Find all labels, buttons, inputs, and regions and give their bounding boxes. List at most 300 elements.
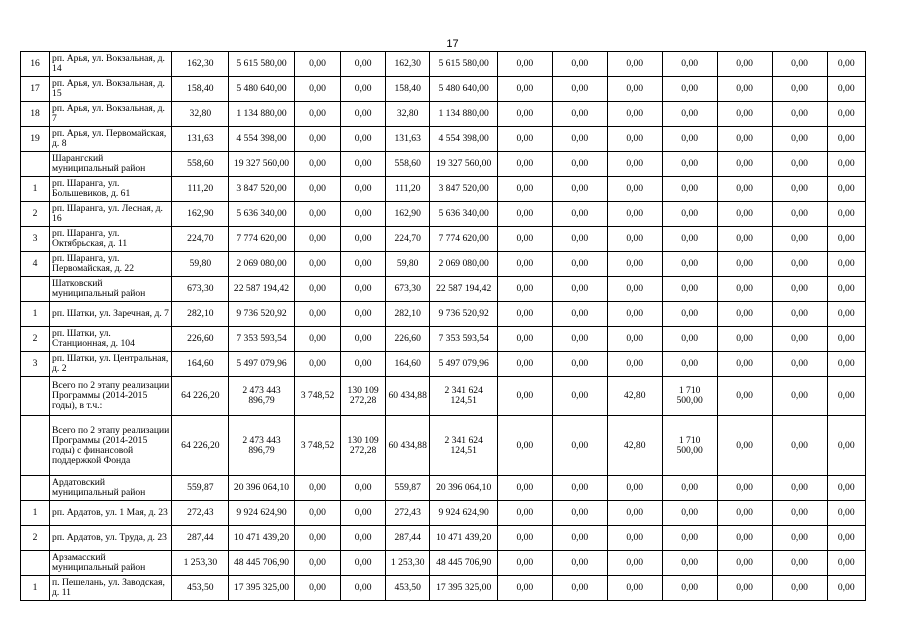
value-cell: 0,00 — [552, 576, 607, 601]
page-number: 17 — [446, 38, 459, 50]
value-cell: 0,00 — [497, 127, 552, 152]
value-cell: 3 748,52 — [294, 377, 341, 416]
row-name: рп. Арья, ул. Вокзальная, д. 14 — [50, 52, 172, 77]
value-cell: 0,00 — [827, 551, 866, 576]
value-cell: 0,00 — [552, 352, 607, 377]
value-cell: 0,00 — [772, 152, 827, 177]
value-cell: 0,00 — [552, 252, 607, 277]
value-cell: 0,00 — [497, 327, 552, 352]
value-cell: 0,00 — [552, 202, 607, 227]
row-number: 2 — [21, 327, 50, 352]
value-cell: 0,00 — [772, 202, 827, 227]
table-row — [21, 127, 866, 152]
value-cell: 0,00 — [341, 252, 386, 277]
value-cell: 0,00 — [497, 77, 552, 102]
value-cell: 158,40 — [172, 77, 229, 102]
value-cell: 272,43 — [385, 501, 430, 526]
value-cell: 59,80 — [385, 252, 430, 277]
value-cell: 59,80 — [172, 252, 229, 277]
row-number — [21, 277, 50, 302]
value-cell: 0,00 — [827, 501, 866, 526]
value-cell: 0,00 — [717, 77, 772, 102]
value-cell: 0,00 — [607, 102, 662, 127]
value-cell: 0,00 — [294, 526, 341, 551]
value-cell: 5 615 580,00 — [430, 52, 497, 77]
value-cell: 158,40 — [385, 77, 430, 102]
value-cell: 0,00 — [294, 77, 341, 102]
value-cell: 0,00 — [662, 551, 717, 576]
value-cell: 20 396 064,10 — [229, 476, 294, 501]
value-cell: 130 109 272,28 — [341, 377, 386, 416]
value-cell: 0,00 — [294, 177, 341, 202]
value-cell: 0,00 — [717, 377, 772, 416]
value-cell: 22 587 194,42 — [430, 277, 497, 302]
value-cell: 0,00 — [607, 202, 662, 227]
value-cell: 0,00 — [552, 102, 607, 127]
value-cell: 0,00 — [662, 102, 717, 127]
value-cell: 1 134 880,00 — [430, 102, 497, 127]
value-cell: 0,00 — [552, 501, 607, 526]
value-cell: 0,00 — [827, 127, 866, 152]
value-cell: 5 480 640,00 — [229, 77, 294, 102]
row-number: 17 — [21, 77, 50, 102]
row-number — [21, 551, 50, 576]
value-cell: 0,00 — [607, 127, 662, 152]
value-cell: 559,87 — [172, 476, 229, 501]
value-cell: 0,00 — [341, 77, 386, 102]
value-cell: 1 134 880,00 — [229, 102, 294, 127]
value-cell: 224,70 — [172, 227, 229, 252]
value-cell: 0,00 — [552, 327, 607, 352]
value-cell: 287,44 — [385, 526, 430, 551]
value-cell: 111,20 — [385, 177, 430, 202]
value-cell: 0,00 — [341, 501, 386, 526]
value-cell: 0,00 — [341, 526, 386, 551]
table-row — [21, 277, 866, 302]
value-cell: 0,00 — [717, 102, 772, 127]
table-row — [21, 551, 866, 576]
value-cell: 0,00 — [294, 227, 341, 252]
value-cell: 0,00 — [772, 277, 827, 302]
value-cell: 0,00 — [607, 501, 662, 526]
value-cell: 453,50 — [172, 576, 229, 601]
value-cell: 0,00 — [497, 501, 552, 526]
value-cell: 0,00 — [341, 352, 386, 377]
value-cell: 9 736 520,92 — [229, 302, 294, 327]
value-cell: 0,00 — [607, 277, 662, 302]
value-cell: 48 445 706,90 — [430, 551, 497, 576]
value-cell: 130 109 272,28 — [341, 416, 386, 476]
value-cell: 0,00 — [662, 127, 717, 152]
row-name: рп. Шатки, ул. Центральная, д. 2 — [50, 352, 172, 377]
value-cell: 0,00 — [662, 52, 717, 77]
value-cell: 0,00 — [341, 277, 386, 302]
row-number: 2 — [21, 526, 50, 551]
value-cell: 5 497 079,96 — [430, 352, 497, 377]
value-cell: 0,00 — [552, 227, 607, 252]
value-cell: 42,80 — [607, 416, 662, 476]
value-cell: 0,00 — [552, 177, 607, 202]
row-number: 1 — [21, 501, 50, 526]
table-row — [21, 416, 866, 476]
value-cell: 0,00 — [717, 152, 772, 177]
row-name: Всего по 2 этапу реализации Программы (2014-2015 годы) с финансовой поддержкой Фонда — [50, 416, 172, 476]
value-cell: 0,00 — [552, 416, 607, 476]
value-cell: 0,00 — [717, 227, 772, 252]
value-cell: 0,00 — [294, 551, 341, 576]
value-cell: 10 471 439,20 — [229, 526, 294, 551]
value-cell: 0,00 — [827, 77, 866, 102]
value-cell: 0,00 — [662, 227, 717, 252]
value-cell: 0,00 — [552, 127, 607, 152]
value-cell: 2 069 080,00 — [229, 252, 294, 277]
value-cell: 0,00 — [717, 52, 772, 77]
table-row — [21, 227, 866, 252]
value-cell: 60 434,88 — [385, 416, 430, 476]
value-cell: 19 327 560,00 — [229, 152, 294, 177]
value-cell: 0,00 — [717, 177, 772, 202]
value-cell: 0,00 — [552, 377, 607, 416]
value-cell: 0,00 — [772, 302, 827, 327]
value-cell: 0,00 — [662, 77, 717, 102]
value-cell: 0,00 — [607, 352, 662, 377]
value-cell: 0,00 — [662, 352, 717, 377]
value-cell: 0,00 — [607, 77, 662, 102]
value-cell: 0,00 — [772, 416, 827, 476]
value-cell: 0,00 — [294, 476, 341, 501]
value-cell: 4 554 398,00 — [430, 127, 497, 152]
value-cell: 0,00 — [607, 476, 662, 501]
value-cell: 0,00 — [497, 302, 552, 327]
value-cell: 224,70 — [385, 227, 430, 252]
row-number: 3 — [21, 227, 50, 252]
value-cell: 1 253,30 — [385, 551, 430, 576]
row-name: п. Пешелань, ул. Заводская, д. 11 — [50, 576, 172, 601]
value-cell: 0,00 — [294, 501, 341, 526]
row-name: рп. Шаранга, ул. Октябрьская, д. 11 — [50, 227, 172, 252]
value-cell: 1 253,30 — [172, 551, 229, 576]
value-cell: 287,44 — [172, 526, 229, 551]
value-cell: 64 226,20 — [172, 416, 229, 476]
value-cell: 0,00 — [294, 102, 341, 127]
value-cell: 0,00 — [772, 77, 827, 102]
value-cell: 5 615 580,00 — [229, 52, 294, 77]
value-cell: 162,90 — [172, 202, 229, 227]
value-cell: 0,00 — [717, 551, 772, 576]
value-cell: 0,00 — [497, 152, 552, 177]
value-cell: 64 226,20 — [172, 377, 229, 416]
value-cell: 0,00 — [552, 302, 607, 327]
value-cell: 0,00 — [341, 52, 386, 77]
value-cell: 0,00 — [497, 526, 552, 551]
value-cell: 0,00 — [294, 202, 341, 227]
row-name: Всего по 2 этапу реализации Программы (2014-2015 годы), в т.ч.: — [50, 377, 172, 416]
table-row — [21, 252, 866, 277]
value-cell: 0,00 — [552, 152, 607, 177]
value-cell: 0,00 — [827, 152, 866, 177]
table-row — [21, 102, 866, 127]
value-cell: 0,00 — [717, 476, 772, 501]
value-cell: 0,00 — [717, 526, 772, 551]
value-cell: 0,00 — [552, 277, 607, 302]
value-cell: 673,30 — [385, 277, 430, 302]
table-row — [21, 526, 866, 551]
row-name: рп. Шаранга, ул. Лесная, д. 16 — [50, 202, 172, 227]
value-cell: 5 480 640,00 — [430, 77, 497, 102]
value-cell: 0,00 — [772, 352, 827, 377]
value-cell: 0,00 — [552, 526, 607, 551]
row-number: 3 — [21, 352, 50, 377]
value-cell: 226,60 — [385, 327, 430, 352]
value-cell: 0,00 — [772, 327, 827, 352]
value-cell: 0,00 — [607, 551, 662, 576]
row-name: Шарангский муниципальный район — [50, 152, 172, 177]
row-number: 2 — [21, 202, 50, 227]
table-row — [21, 52, 866, 77]
value-cell: 0,00 — [662, 302, 717, 327]
value-cell: 0,00 — [607, 252, 662, 277]
row-name: рп. Арья, ул. Первомайская, д. 8 — [50, 127, 172, 152]
row-name: Ардатовский муниципальный район — [50, 476, 172, 501]
value-cell: 0,00 — [717, 202, 772, 227]
value-cell: 48 445 706,90 — [229, 551, 294, 576]
value-cell: 453,50 — [385, 576, 430, 601]
value-cell: 0,00 — [827, 352, 866, 377]
value-cell: 0,00 — [552, 476, 607, 501]
value-cell: 673,30 — [172, 277, 229, 302]
value-cell: 0,00 — [662, 476, 717, 501]
value-cell: 0,00 — [772, 476, 827, 501]
value-cell: 0,00 — [662, 177, 717, 202]
row-number: 1 — [21, 302, 50, 327]
value-cell: 0,00 — [717, 127, 772, 152]
value-cell: 1 710 500,00 — [662, 377, 717, 416]
value-cell: 5 497 079,96 — [229, 352, 294, 377]
value-cell: 0,00 — [717, 302, 772, 327]
row-number: 1 — [21, 177, 50, 202]
value-cell: 0,00 — [662, 277, 717, 302]
value-cell: 0,00 — [827, 302, 866, 327]
value-cell: 0,00 — [827, 377, 866, 416]
value-cell: 0,00 — [607, 177, 662, 202]
value-cell: 162,90 — [385, 202, 430, 227]
value-cell: 2 473 443 896,79 — [229, 416, 294, 476]
value-cell: 0,00 — [497, 102, 552, 127]
value-cell: 9 924 624,90 — [229, 501, 294, 526]
value-cell: 0,00 — [294, 302, 341, 327]
value-cell: 0,00 — [717, 501, 772, 526]
value-cell: 4 554 398,00 — [229, 127, 294, 152]
value-cell: 558,60 — [385, 152, 430, 177]
value-cell: 0,00 — [772, 102, 827, 127]
value-cell: 0,00 — [662, 501, 717, 526]
value-cell: 0,00 — [772, 377, 827, 416]
value-cell: 0,00 — [341, 302, 386, 327]
row-name: рп. Шаранга, ул. Первомайская, д. 22 — [50, 252, 172, 277]
value-cell: 0,00 — [341, 576, 386, 601]
value-cell: 162,30 — [172, 52, 229, 77]
value-cell: 0,00 — [497, 551, 552, 576]
value-cell: 0,00 — [552, 77, 607, 102]
table-row — [21, 152, 866, 177]
value-cell: 7 774 620,00 — [430, 227, 497, 252]
value-cell: 0,00 — [497, 252, 552, 277]
value-cell: 0,00 — [552, 551, 607, 576]
value-cell: 0,00 — [827, 327, 866, 352]
value-cell: 0,00 — [294, 277, 341, 302]
row-name: рп. Арья, ул. Вокзальная, д. 7 — [50, 102, 172, 127]
table-row — [21, 202, 866, 227]
value-cell: 0,00 — [717, 277, 772, 302]
value-cell: 282,10 — [172, 302, 229, 327]
value-cell: 1 710 500,00 — [662, 416, 717, 476]
value-cell: 164,60 — [172, 352, 229, 377]
value-cell: 22 587 194,42 — [229, 277, 294, 302]
value-cell: 0,00 — [341, 551, 386, 576]
value-cell: 0,00 — [341, 476, 386, 501]
table-row — [21, 327, 866, 352]
value-cell: 131,63 — [385, 127, 430, 152]
value-cell: 0,00 — [607, 227, 662, 252]
value-cell: 0,00 — [827, 52, 866, 77]
program-table — [20, 51, 866, 601]
value-cell: 10 471 439,20 — [430, 526, 497, 551]
value-cell: 0,00 — [827, 202, 866, 227]
table-row — [21, 377, 866, 416]
row-number — [21, 377, 50, 416]
value-cell: 111,20 — [172, 177, 229, 202]
table-row — [21, 576, 866, 601]
value-cell: 0,00 — [294, 352, 341, 377]
value-cell: 0,00 — [772, 252, 827, 277]
value-cell: 0,00 — [341, 102, 386, 127]
value-cell: 2 069 080,00 — [430, 252, 497, 277]
value-cell: 0,00 — [772, 501, 827, 526]
value-cell: 0,00 — [772, 127, 827, 152]
row-number — [21, 476, 50, 501]
value-cell: 0,00 — [607, 526, 662, 551]
value-cell: 17 395 325,00 — [229, 576, 294, 601]
value-cell: 226,60 — [172, 327, 229, 352]
value-cell: 5 636 340,00 — [229, 202, 294, 227]
value-cell: 0,00 — [497, 52, 552, 77]
row-name: Шатковский муниципальный район — [50, 277, 172, 302]
value-cell: 60 434,88 — [385, 377, 430, 416]
value-cell: 558,60 — [172, 152, 229, 177]
table-row — [21, 302, 866, 327]
value-cell: 282,10 — [385, 302, 430, 327]
value-cell: 0,00 — [717, 576, 772, 601]
value-cell: 0,00 — [497, 416, 552, 476]
value-cell: 0,00 — [607, 302, 662, 327]
value-cell: 0,00 — [662, 152, 717, 177]
value-cell: 5 636 340,00 — [430, 202, 497, 227]
value-cell: 0,00 — [827, 526, 866, 551]
value-cell: 0,00 — [827, 476, 866, 501]
value-cell: 0,00 — [294, 576, 341, 601]
value-cell: 0,00 — [607, 52, 662, 77]
value-cell: 0,00 — [827, 277, 866, 302]
value-cell: 131,63 — [172, 127, 229, 152]
value-cell: 0,00 — [341, 327, 386, 352]
row-name: Арзамасский муниципальный район — [50, 551, 172, 576]
value-cell: 3 847 520,00 — [430, 177, 497, 202]
value-cell: 0,00 — [827, 177, 866, 202]
value-cell: 0,00 — [662, 202, 717, 227]
value-cell: 0,00 — [662, 327, 717, 352]
value-cell: 0,00 — [827, 227, 866, 252]
value-cell: 32,80 — [172, 102, 229, 127]
table-row — [21, 476, 866, 501]
table-row — [21, 501, 866, 526]
value-cell: 0,00 — [662, 526, 717, 551]
value-cell: 19 327 560,00 — [430, 152, 497, 177]
value-cell: 3 748,52 — [294, 416, 341, 476]
value-cell: 7 774 620,00 — [229, 227, 294, 252]
value-cell: 164,60 — [385, 352, 430, 377]
value-cell: 162,30 — [385, 52, 430, 77]
value-cell: 0,00 — [341, 202, 386, 227]
value-cell: 0,00 — [607, 152, 662, 177]
value-cell: 0,00 — [662, 252, 717, 277]
value-cell: 3 847 520,00 — [229, 177, 294, 202]
value-cell: 2 341 624 124,51 — [430, 416, 497, 476]
row-number: 18 — [21, 102, 50, 127]
value-cell: 0,00 — [497, 177, 552, 202]
row-number: 1 — [21, 576, 50, 601]
value-cell: 0,00 — [772, 52, 827, 77]
value-cell: 0,00 — [341, 177, 386, 202]
value-cell: 0,00 — [772, 551, 827, 576]
table-row — [21, 352, 866, 377]
value-cell: 0,00 — [827, 252, 866, 277]
value-cell: 0,00 — [497, 227, 552, 252]
value-cell: 2 341 624 124,51 — [430, 377, 497, 416]
value-cell: 0,00 — [497, 202, 552, 227]
value-cell: 0,00 — [341, 227, 386, 252]
value-cell: 0,00 — [552, 52, 607, 77]
value-cell: 0,00 — [341, 127, 386, 152]
row-number: 4 — [21, 252, 50, 277]
value-cell: 32,80 — [385, 102, 430, 127]
row-name: рп. Шаранга, ул. Большевиков, д. 61 — [50, 177, 172, 202]
value-cell: 2 473 443 896,79 — [229, 377, 294, 416]
value-cell: 0,00 — [497, 576, 552, 601]
value-cell: 42,80 — [607, 377, 662, 416]
value-cell: 0,00 — [827, 576, 866, 601]
value-cell: 0,00 — [717, 416, 772, 476]
table-row — [21, 77, 866, 102]
value-cell: 0,00 — [607, 576, 662, 601]
row-name: рп. Шатки, ул. Станционная, д. 104 — [50, 327, 172, 352]
value-cell: 0,00 — [772, 177, 827, 202]
value-cell: 0,00 — [662, 576, 717, 601]
value-cell: 0,00 — [772, 227, 827, 252]
value-cell: 0,00 — [294, 152, 341, 177]
value-cell: 0,00 — [294, 52, 341, 77]
row-name: рп. Ардатов, ул. Труда, д. 23 — [50, 526, 172, 551]
value-cell: 0,00 — [294, 127, 341, 152]
row-number: 16 — [21, 52, 50, 77]
table-row — [21, 177, 866, 202]
row-name: рп. Шатки, ул. Заречная, д. 7 — [50, 302, 172, 327]
value-cell: 0,00 — [341, 152, 386, 177]
value-cell: 0,00 — [497, 377, 552, 416]
value-cell: 0,00 — [294, 252, 341, 277]
value-cell: 0,00 — [294, 327, 341, 352]
value-cell: 559,87 — [385, 476, 430, 501]
row-name: рп. Арья, ул. Вокзальная, д. 15 — [50, 77, 172, 102]
